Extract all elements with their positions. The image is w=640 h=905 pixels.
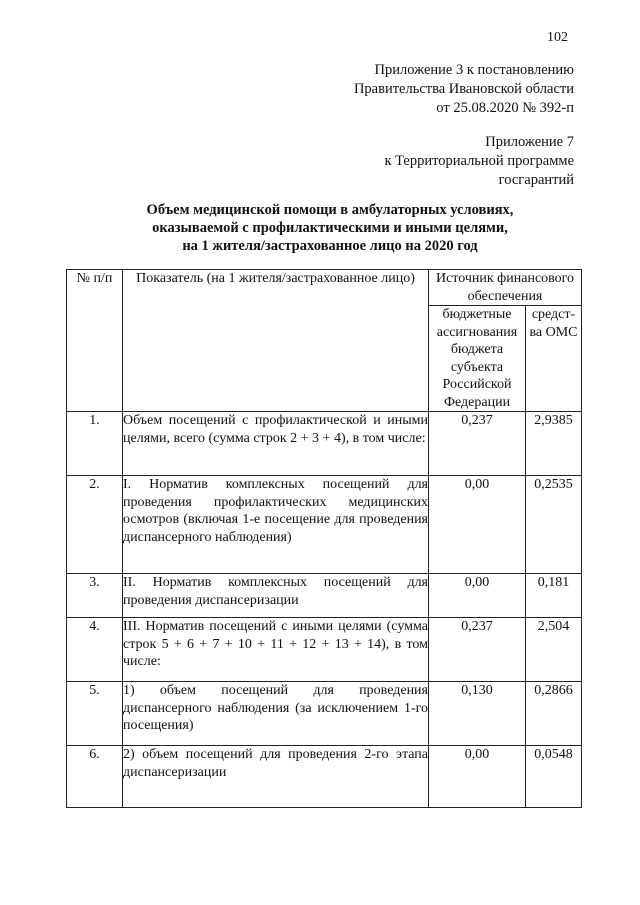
table-row (67, 746, 582, 808)
table-row (67, 682, 582, 746)
row-indicator: 1) объем посещений для проведения диспансерного наблюдения (за исключением 1-го посещения) (123, 682, 429, 746)
row-num: 3. (67, 574, 123, 618)
annex-header (354, 61, 574, 118)
title-line: Объем медицинской помощи в амбулаторных условиях, (146, 202, 514, 218)
document-title (60, 201, 600, 255)
row-oms-value: 2,504 (526, 618, 582, 682)
table-row (67, 574, 582, 618)
annex-line: от 25.08.2020 № 392-п (436, 100, 574, 116)
annex-line: Приложение 7 (485, 134, 574, 150)
row-oms-value: 0,0548 (526, 746, 582, 808)
table-header-row (67, 270, 582, 306)
program-annex-header (384, 133, 574, 190)
row-num: 6. (67, 746, 123, 808)
row-indicator: III. Норматив посещений с иными целями (сумма строк 5 + 6 + 7 + 10 + 11 + 12 + 13 + 14), в том числе: (123, 618, 429, 682)
row-indicator: Объем посещений с профилактической и иными целями, всего (сумма строк 2 + 3 + 4), в том числе: (123, 412, 429, 476)
page-number: 102 (547, 30, 568, 45)
table-row (67, 476, 582, 574)
row-budget-value: 0,00 (429, 746, 526, 808)
row-num: 5. (67, 682, 123, 746)
row-indicator: 2) объем посещений для проведения 2-го этапа диспансеризации (123, 746, 429, 808)
row-indicator: II. Норматив комплексных посещений для проведения диспансеризации (123, 574, 429, 618)
row-budget-value: 0,237 (429, 412, 526, 476)
annex-line: госгарантий (498, 172, 574, 188)
row-indicator: I. Норматив комплексных посещений для проведения профилактических медицинских осмотров (включая 1-е посещение для проведения диспансерного наблюдения) (123, 476, 429, 574)
table-row (67, 412, 582, 476)
header-indicator: Показатель (на 1 жителя/застрахованное лицо) (123, 270, 429, 412)
row-oms-value: 2,9385 (526, 412, 582, 476)
header-source: Источник финансового обеспечения (429, 270, 582, 306)
annex-line: Приложение 3 к постановлению (374, 62, 574, 78)
row-budget-value: 0,237 (429, 618, 526, 682)
header-oms: средст-ва ОМС (526, 306, 582, 412)
row-num: 4. (67, 618, 123, 682)
row-oms-value: 0,2535 (526, 476, 582, 574)
row-budget-value: 0,00 (429, 574, 526, 618)
title-line: оказываемой с профилактическими и иными целями, (152, 220, 508, 236)
title-line: на 1 жителя/застрахованное лицо на 2020 год (182, 238, 478, 254)
volume-table (66, 269, 582, 808)
row-budget-value: 0,00 (429, 476, 526, 574)
annex-line: Правительства Ивановской области (353, 81, 574, 97)
row-oms-value: 0,2866 (526, 682, 582, 746)
header-budget: бюджетные ассигнования бюджета субъекта Российской Федерации (429, 306, 526, 412)
annex-line: к Территориальной программе (384, 153, 574, 169)
row-budget-value: 0,130 (429, 682, 526, 746)
row-num: 1. (67, 412, 123, 476)
row-num: 2. (67, 476, 123, 574)
table-row (67, 618, 582, 682)
row-oms-value: 0,181 (526, 574, 582, 618)
header-num: № п/п (67, 270, 123, 412)
